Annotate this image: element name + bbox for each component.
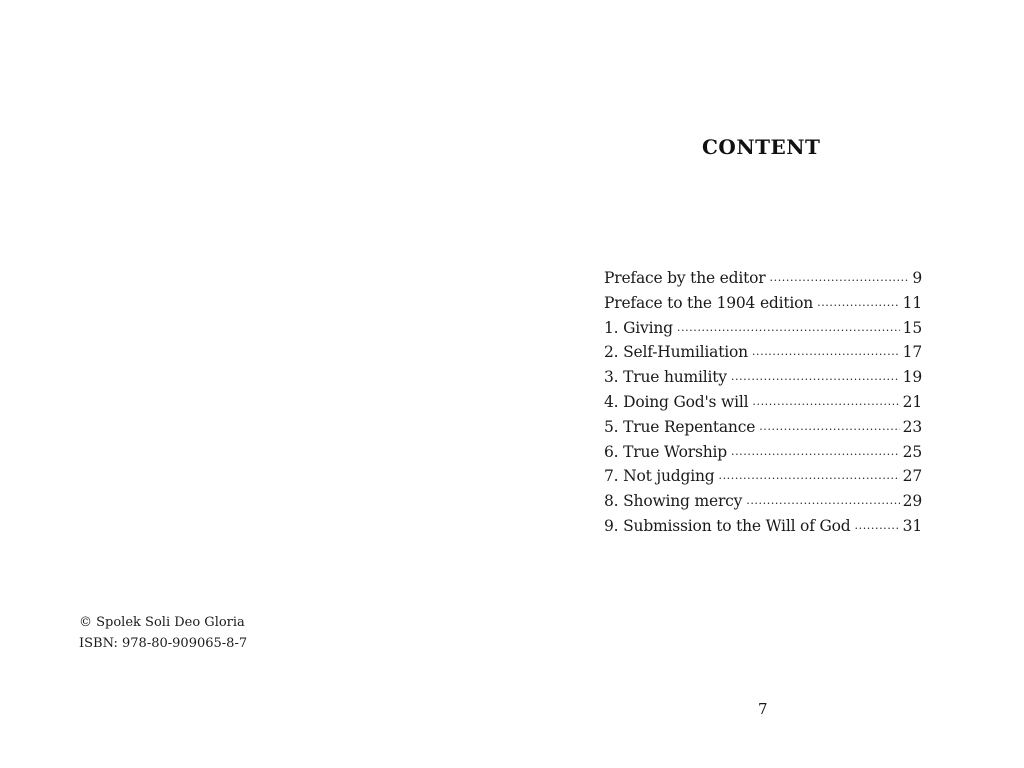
dot-leader — [731, 441, 900, 457]
dot-leader — [770, 268, 910, 284]
toc-entry-label: 5. True Repentance — [604, 417, 756, 436]
toc-entry — [604, 266, 922, 291]
toc-entry-label: 6. True Worship — [604, 442, 727, 461]
toc-entry-label: 1. Giving — [604, 318, 673, 337]
toc-entry-page: 17 — [902, 343, 922, 362]
page-number: 7 — [758, 700, 768, 718]
toc-entry-page: 21 — [902, 392, 922, 411]
toc-entry — [604, 415, 922, 440]
dot-leader — [752, 342, 900, 358]
toc-entry-page: 31 — [902, 516, 922, 535]
toc-entry-page: 25 — [902, 442, 922, 461]
toc-entry-label: 7. Not judging — [604, 467, 715, 486]
toc-entry-label: Preface by the editor — [604, 269, 766, 287]
toc-entry-label: 9. Submission to the Will of God — [604, 516, 851, 535]
toc-entry — [604, 514, 922, 539]
toc-entry-label: 8. Showing mercy — [604, 492, 743, 511]
imprint-block — [79, 612, 247, 654]
toc-entry-page: 23 — [902, 417, 922, 436]
toc-entry-page: 27 — [902, 467, 922, 486]
dot-leader — [718, 466, 899, 482]
toc-entry — [604, 291, 922, 316]
toc-entry-page: 29 — [902, 492, 922, 511]
toc-entry — [604, 340, 922, 365]
toc-entry — [604, 464, 922, 489]
dot-leader — [746, 491, 899, 507]
toc-entry — [604, 390, 922, 415]
toc-title: CONTENT — [702, 135, 821, 159]
toc-entry — [604, 440, 922, 465]
dot-leader — [731, 367, 900, 383]
dot-leader — [677, 317, 900, 333]
table-of-contents — [604, 266, 922, 539]
toc-entry-label: 2. Self-Humiliation — [604, 343, 748, 362]
toc-entry-label: Preface to the 1904 edition — [604, 293, 814, 312]
toc-entry — [604, 316, 922, 341]
toc-entry-page: 19 — [902, 368, 922, 387]
toc-entry-page: 15 — [902, 318, 922, 337]
dot-leader — [752, 391, 899, 407]
toc-entry-page: 9 — [912, 269, 922, 287]
toc-entry — [604, 365, 922, 390]
toc-entry-page: 11 — [902, 293, 922, 312]
toc-entry-label: 4. Doing God's will — [604, 392, 749, 411]
dot-leader — [759, 416, 899, 432]
toc-entry-label: 3. True humility — [604, 368, 727, 387]
isbn-line: ISBN: 978-80-909065-8-7 — [79, 636, 248, 651]
copyright-line: © Spolek Soli Deo Gloria — [79, 615, 245, 630]
toc-entry — [604, 489, 922, 514]
dot-leader — [855, 515, 900, 531]
dot-leader — [817, 292, 900, 308]
right-page — [512, 0, 1024, 768]
